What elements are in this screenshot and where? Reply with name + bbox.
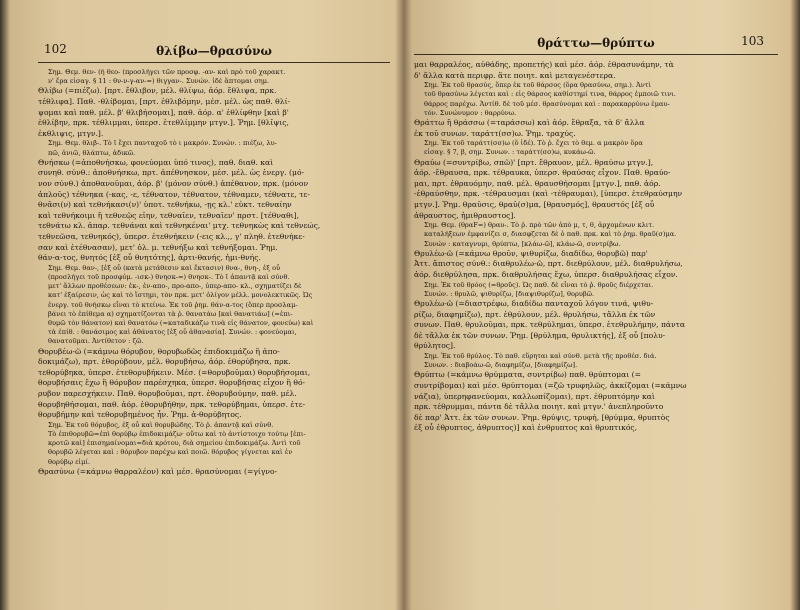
note-line: θορυβῶ λέγεται καὶ : θόρυβον παρέχω καὶ ποιῶ. θόρυβος γίγνεται καὶ ἐν	[48, 448, 293, 457]
right-page-number: 103	[741, 34, 764, 48]
text-line: θρύλητος].	[414, 341, 456, 351]
text-line: Θνήσκω (=ἀποθνήσκω, φονεύομαι ὑπό τινος), παθ. διαθ. καὶ	[38, 157, 274, 167]
text-line: θορυβηθήσομαι, παθ. ἀόρ. ἐθορυβήθην, πρκ. τεθορύβημαι, ὑπερσ. ἐτε-	[38, 399, 306, 409]
note-line: καταλήξεων ἐμφανίζει σ, διασφζεται δὲ ὁ παθ. πρκ. καὶ τὸ ῥημ. θραῦ(σ)μα.	[424, 230, 677, 239]
text-line: νάζια), ὑπερηφανεύομαι, καλλωπίζομαι), πρτ. ἐθρυπτόμην καὶ	[414, 391, 655, 401]
text-line: τεθορύβηκα, ὑπερσ. ἐτεθορυβήκειν. Μέσ. (=θορυβοῦμαι) θορυβήσομαι,	[38, 367, 311, 377]
text-line: δὲ παρ' Ἀττ. ἐκ τῶν συνων. Ῥημ. θρύψις, τρυφή, [θρύμμα, θρυπτὸς	[414, 412, 670, 422]
header-rule	[38, 62, 390, 63]
text-line: -ἐθραύσθην, πρκ. -τέθραυσμαι (καὶ -τέθραυμαι), [ὑπερσ. ἐτεθραύσμην	[414, 189, 683, 199]
text-line: Θράττω ἢ θράσσω (=ταράσσω) καὶ ἀόρ. ἔθραξα, τὰ δ' ἄλλα	[414, 118, 645, 127]
text-line: καὶ τεθνήκοιμι ἢ τεθνεῷς εἰην, τεθναῖεν, τεθναῖεν' πρστ. [τέθναθι],	[38, 210, 300, 220]
note-line: Σημ. Ἐκ τοῦ θρύλος. Τὸ παθ. εὕρηται καὶ σύνθ. μετὰ τῆς προθέσ. διά.	[424, 351, 657, 360]
text-line: μτγν.]. Ῥημ. θραῦσις, θραῦ(σ)μα, [θραυσμός], θραυστός [ἐξ οὗ	[414, 199, 655, 209]
note-line: θυμῶ τὸν θάνατον) καὶ θανατόω (=καταδικάζω τινὰ εἰς θάνατον, φονεύω) καὶ	[48, 318, 314, 327]
text-line: μαι, πρτ. ἐθραυόμην, παθ. μέλ. θραυσθήσομαι [μτγν.], παθ. ἀόρ.	[414, 178, 661, 188]
text-line: Θορυβέω-ῶ (=κάμνω θόρυβον, θορυβωδῶς ἐπιδοκιμάζω ἢ ἀπο-	[38, 346, 280, 356]
note-line: Σημ. Ἐκ τοῦ θρασύς, ὅπερ ἐκ τοῦ θάρσος (ὅρα θρασύνω, σημ.). Ἀντὶ	[424, 81, 652, 90]
text-line: ἐθλίβην, πρκ. τέθλιμμαι, ὑπερσ. ἐτεθλίμμην μτγν.]. Ῥημ. [θλῖψις,	[38, 118, 289, 128]
text-line: θάν-α-τος, θνητός [ἐξ οὗ θνητότης], ἀρτι-θανής, ἡμι-θνής.	[38, 253, 261, 263]
note-line: Σημ. Ἐκ τοῦ ταράττ(σσ)ω (ὅ ἰδέ). Τὸ ῥ. ἔχει τὸ θεμ. α μακρὸν ὅρα	[424, 139, 643, 148]
note-line: κατ' ἐξαίρεσιν, ὡς καὶ τὸ ἵστημι, τὸν πρκ. μετ' ὀλίγον μέλλ. μονολεκτικῶς. Ὡς	[48, 291, 313, 300]
text-line: ἐκθλιψις, μτγν.].	[38, 128, 104, 138]
text-line: τέθλιφα]. Παθ. -θλίβομαι, [πρτ. ἐθλιβόμην, μέσ. μέλ. ὡς παθ. θλί-	[38, 97, 291, 106]
text-line: θορυβήσαις ἔχω ἢ θόρυβον παρέσχηκα, ὑπερσ. θορυβήσας εἶχον ἢ θό-	[38, 378, 306, 388]
note-line: θάρρος παρέχω. Ἀντίθ. δὲ τοῦ μέσ. θρασύνομαι καὶ : παρακαρρύνω ἐμαυ-	[424, 99, 670, 108]
note-line: Σημ. Ἐκ τοῦ θρόος (=θροῦς). Ὡς παθ. δὲ εἶναι τὸ ῥ. θροῦς διέρχεται.	[424, 280, 654, 289]
note-line: Σημ. Ἐκ τοῦ θόρυβος, ἐξ οὗ καὶ θορυβώδης. Τὸ ῥ. ἀπαντᾷ καὶ σύνθ.	[48, 420, 274, 429]
note-line: Συνών. : θρυλῶ, ψιθυρίζω, [διαψιθυρίζω], θορυβῶ.	[424, 289, 595, 298]
text-line: τεθνάτω κλ. ἀπαρ. τεθνάναι καὶ τεθνηκέναι' μτχ. τεθνηκὼς καὶ τεθνεώς,	[38, 221, 321, 231]
text-line: θορυβήμην καὶ τεθορυβημένος ἦν. Ῥημ. ἀ-θορύβητος.	[38, 410, 242, 420]
left-page	[38, 0, 390, 610]
text-line: δὲ τἄλλα ἐκ τῶν συνων. Ῥημ. [θρύλημα, θρυλικτής], ἐξ οὗ [πολυ-	[414, 330, 666, 340]
text-line: Θρυλέω-ῶ (=διαστρέφω, διαδίδω πανταχοῦ λόγον τινά, ψιθυ-	[414, 298, 654, 308]
right-page	[414, 0, 778, 610]
note-line: βάνει τὸ ἐπίθεμα α) σχηματίζονται τὰ ῥ. θανατάω [καὶ θανατιάω] (=ἐπι-	[48, 309, 293, 318]
note-line: τὰ ἐπίθ. : θανάσιμος καὶ ἀθάνατος [ἐξ οὗ ἀθανασία]. Συνών. : φονεύομαι,	[48, 328, 297, 337]
text-line: συνηθ. σύνθ.: ἀποθνήσκω, πρτ. ἀπέθνησκον, μέσ. μέλ. ὡς ἐνεργ. (μό-	[38, 168, 305, 178]
text-line: ἁπλοῦς) τέθνηκα (-κας, -ε, τέθνατον, τέθνατον, τέθναμεν, τέθνατε, τε-	[38, 189, 310, 199]
left-page-body	[38, 68, 390, 477]
text-line: ἀόρ. διεθρύλησα, πρκ. διαθρυλήσας ἔχω, ὑπερσ. διαθρυλήσας εἶχον.	[414, 269, 678, 279]
text-line: ἐκ τοῦ συνων. ταράττ(σσ)ω. Ῥημ. τραχύς.	[414, 128, 576, 138]
left-page-header	[38, 38, 390, 68]
note-line: (προσλήγει τοῦ προσφύμ. -ισκ-) θνησκ-=) θνησκ-. Τὸ ῑ ἀπαντᾷ καὶ σύνθ.	[48, 272, 290, 281]
text-line: τεθνεῶσα, τεθνηκός), ὑπερσ. ἐτεθνήκειν (-εις κλ.,, γ' πληθ. ἐτεθνήκε-	[38, 231, 305, 241]
note-line: Σημ. Θεμ. θαν-, [ἐξ οὗ (κατὰ μετάθεσιν καὶ ἔκτασιν) θνα-, θνη-, ἐξ οὗ	[48, 263, 281, 272]
left-page-running-title: θλίβω—θρασύνω	[156, 44, 272, 58]
note-line: Σημ. Θεμ. (θραF=) θραυ-. Τὸ ῥ. πρὸ τῶν ἀπὸ μ, τ, θ, ἀρχομένων κλιτ.	[424, 221, 655, 230]
text-line: πρκ. τέθρυμμαι, πάντα δὲ τἄλλα ποιητ. καὶ μτγν.' ἀνεπληροῦντο	[414, 402, 664, 412]
text-line: ἀθραυστος, ἡμιθραυστος].	[414, 210, 516, 220]
text-line: ρίζω, διαφημίζω), πρτ. ἐθρύλουν, μέλ. θρυλήσω, τἄλλα ἐκ τῶν	[414, 309, 656, 319]
note-line: Σημ. Θεμ. θλιβ-. Τὸ ῑ ἔχει πανταχοῦ τὸ ι μακρόν. Συνών. : πιέζω, λυ-	[48, 139, 277, 148]
text-line: θνᾶσι(ν) καὶ τεθνήκασι(ν)' ὑποτ. τεθνήκω, -ῃς κλ.' εὐκτ. τεθναίην	[38, 200, 292, 210]
note-line: Συνών : καταγνυμι, θρύπτω, [κλάω-ῶ], κλάω-ῶ, συντρίβω.	[424, 239, 621, 248]
left-page-number: 102	[44, 42, 67, 56]
right-page-running-title: θράττω—θρύπτω	[537, 36, 655, 50]
text-line: μαι θαρραλέος, αὐθάδης, προπετής) καὶ μέσ. ἀόρ. ἐθρασυνάμην, τὰ	[414, 60, 674, 69]
right-page-body	[414, 60, 778, 434]
header-rule	[414, 54, 778, 55]
text-line: ρυβον παρεσχήκειν. Παθ. θορυβοῦμαι, πρτ. ἐθορυβούμην, παθ. μέλ.	[38, 388, 297, 398]
note-line: εἰσαγ. § 7, β, σημ. Συνων. : ταράττ(σσ)ω, κυκάω-ῶ.	[424, 148, 596, 157]
text-line: Θρυλέω-ῶ (=κάμνω θροῦν, ψιθυρίζω, διαδίδω, θορυβῶ) παρ'	[414, 248, 648, 258]
text-line: Θρύπτω (=κάμνω θρύμματα, συντρίβω) παθ. θρύπτομαι (=	[414, 370, 642, 380]
text-line: Θραύω (=συντρίβω, σπῶ)' [πρτ. ἔθραυον, μέλ. θραύσω μτγν.],	[414, 157, 654, 167]
text-line: δ' ἄλλα κατὰ περιφρ. ἅτε ποιητ. καὶ μεταγενέστερα.	[414, 70, 616, 80]
text-line: Θλίβω (=πιέζω). [πρτ. ἔθλιβον, μέλ. θλίψω, ἀόρ. ἔθλιψα, πρκ.	[38, 86, 277, 96]
text-line: δοκιμάζω), πρτ. ἐθορύβουν, μέλ. θορυβήσω, ἀόρ. ἐθορύβησα, πρκ.	[38, 357, 291, 367]
note-line: μετ' ἄλλων προθέσεων: ἐκ-, ἐν-απο-, προ-απο-, ὑπερ-απο- κλ., σχηματίζει δὲ	[48, 282, 302, 291]
note-line: Τὸ ἐπιθορυβῶ=ἐπὶ θορύβῳ ἐπιδοκιμάζω· οὕτω καὶ τὸ ἀντίστοιχο τούτῳ [ἐπι-	[48, 429, 306, 438]
text-line: Θρασύνω (=κάμνω θαρραλέον) καὶ μέσ. θρασύνομαι (=γίγνο-	[38, 466, 278, 476]
note-line: Σημ. Θεμ. θεν- (ή θεο- (προσλήγει τῶν προσφ. -αν- καὶ πρὸ τοῦ χαρακτ.	[48, 68, 286, 76]
note-line: κροτῶ καὶ] ἐπισημαίνομαι=διὰ κρότου, διὰ σημείου ἐπιδοκιμάζω. Ἀντὶ τοῦ	[48, 439, 301, 448]
text-line: νον σύνθ.) ἀποθανοῦμαι, ἀόρ. β' (μόνον σύνθ.) ἀπέθανον, πρκ. (μόνον	[38, 178, 309, 188]
text-line: συνων. Παθ. θρυλοῦμαι, πρκ. τεθρύλημαι, ὑπερσ. ἐτεθρυλήμην, πάντα	[414, 320, 686, 330]
note-line: ν' ἔρα εἰσαγ. § 11 : θν-ν-γ-αν-=) θιγγαν-. Συνών. ἰδὲ ἅπτομαι σημ.	[48, 77, 270, 86]
text-line: ἀόρ. -ἔθραυσα, πρκ. τέθραυκα, ὑπερσ. θραύσας εἶχον. Παθ. θραύο-	[414, 168, 671, 178]
text-line: ἐξ οὗ ἐθρυπτος, ἀθρυπτος)] καὶ ἐνθρυπτος καὶ θρυπτικός,	[414, 423, 638, 433]
note-line: πῶ, ἀνιῶ, θλάπτω, ἀδικῶ.	[48, 148, 136, 157]
text-line: σαν καὶ ἐτέθνασαν), μετ' ὀλ. μ. τεθνήξω καὶ τεθνήξομαι. Ῥημ.	[38, 242, 278, 252]
note-line: θανατοῦμαι. Ἀντίθετον : ζῶ.	[48, 337, 144, 346]
text-line: Ἀττ. ἄπιστος σύνθ.: διαθρυλέω-ῶ, πρτ. διεθρύλουν, μέλ. διαθρυλήσω,	[414, 259, 683, 269]
note-line: τοῦ θρασύνω λέγεται καὶ : εἰς θάρσος καθίστημί τινα, θάρρος ἐμποιῶ τινι.	[424, 90, 676, 99]
note-line: θορύβῳ εἰμί.	[48, 457, 91, 466]
right-page-header	[414, 34, 778, 68]
text-line: ψομαι καὶ παθ. μέλ. β' θλιβήσομαι], παθ. ἀόρ. α' ἐθλίφθην [καὶ β'	[38, 107, 289, 117]
note-line: τόν. Συνώνυμον : θαρρύνω.	[424, 108, 517, 117]
text-line: συντρίβομαι) καὶ μέσ. θρύπτομαι (=ζῶ τρυφηλῶς, ἀκκίζομαι (=κάμνω	[414, 380, 687, 390]
note-line: ἐνεργ. τοῦ θνήσκω εἶναι τὸ κτείνω. Ἐκ τοῦ ῥημ. θάν-α-τος (ὅπερ προσλαμ-	[48, 300, 298, 309]
note-line: Συνων. : διαβοάω-ῶ, διαφημίζω, [διαφημίζω].	[424, 361, 578, 370]
